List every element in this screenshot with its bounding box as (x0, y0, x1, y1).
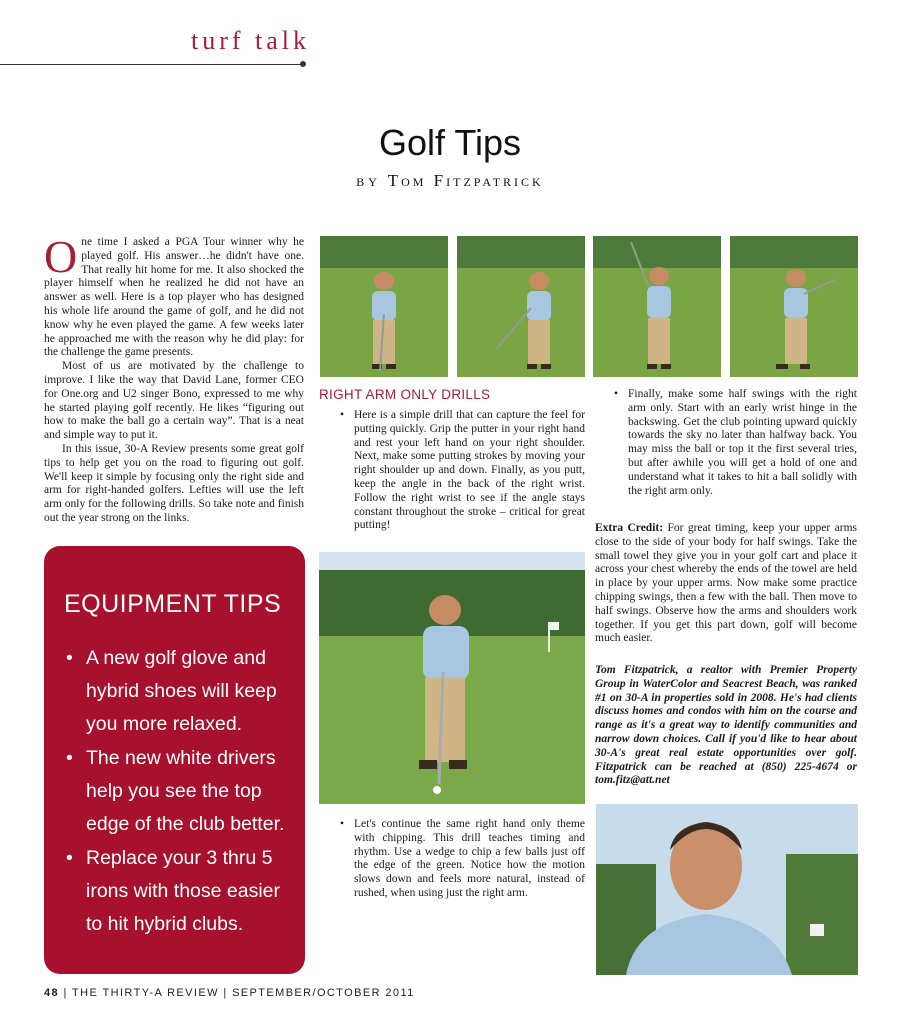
section-rule-dot (300, 61, 306, 67)
putting-drill-photo (319, 552, 585, 804)
drill-column-1 (340, 409, 585, 533)
section-rule (0, 64, 302, 65)
footer-separator-2: | (223, 987, 228, 999)
intro-paragraph-1: ne time I asked a PGA Tour winner why he played golf. His answer…he didn't have one. That really hit home for me. It also shocked the player himself when he realized he did not have an answer as well. Here is a top player who has designed his whole life around the game of golf, and he did not know why he even played the game. A few weeks later he approached me with the reason why he did play: for the challenge the game presents. (44, 236, 304, 359)
drill-column-3 (340, 818, 585, 901)
swing-photo-3 (593, 236, 721, 377)
drill-bullet-chipping: • Let's continue the same right hand only theme with chipping. This drill teaches timing and rhythm. Use a wedge to chip a few balls just off the edge of the green. Notice how the motion slows down and feels more natural, instead of rushed, when using just the right arm. (340, 818, 585, 901)
section-label: turf talk (191, 26, 311, 55)
drill-bullet-putting: • Here is a simple drill that can capture the feel for putting quickly. Grip the putter in your right hand and rest your left hand on your right shoulder. Next, make some putting strokes by moving your right shoulder up and down. Finally, as you putt, keep the angle in the back of the right wrist. Follow the right wrist to see if the angle stays constant throughout the stroke – critical for great putting! (340, 409, 585, 533)
equipment-tip: • The new white drivers help you see the top edge of the club better. (64, 742, 299, 841)
extra-credit (595, 522, 857, 646)
swing-photo-2 (457, 236, 585, 377)
drill-bullet-half-swings: • Finally, make some half swings with the right arm only. Start with an early wrist hinge in the backswing. Get the club pointing upward quickly towards the sky no later than halfway back. You may miss the ball or top it the first several tries, but after awhile you will get a hold of one and understand what it takes to hit a ball solidly with the right arm only. (614, 388, 857, 498)
issue-date: SEPTEMBER/OCTOBER 2011 (232, 987, 415, 999)
swing-photo-4 (730, 236, 858, 377)
intro-paragraph-3: In this issue, 30-A Review presents some great golf tips to help get you on the road to figuring out golf. We'll keep it simple by focusing only the right side and arm for right-handed golfers. Lefties will use the left arm only for the following drills. So take note and finish out the year strong on the links. (44, 442, 304, 524)
equipment-tips-list (64, 642, 299, 942)
extra-credit-text: For great timing, keep your upper arms close to the side of your body for half swings. Take the small towel they give you in your golf cart and place it across your chest whereby the ends of the towel are held in place by your upper arms. Now make some practice chipping swings, then a few with the ball. Then move to half swings. Observe how the arms and shoulders work together. If you get this part down, golf will become much easier. (595, 522, 857, 645)
page-number: 48 (44, 987, 60, 999)
equipment-tip: • A new golf glove and hybrid shoes will keep you more relaxed. (64, 642, 299, 741)
drill-column-2 (614, 388, 857, 498)
intro-column (44, 231, 304, 526)
article-title: Golf Tips (378, 122, 522, 163)
author-photo (596, 804, 858, 975)
swing-photo-1 (320, 236, 448, 377)
equipment-tips-heading: EQUIPMENT TIPS (64, 590, 282, 618)
drop-cap: O (44, 231, 78, 282)
equipment-tip: • Replace your 3 thru 5 irons with those easier to hit hybrid clubs. (64, 842, 299, 941)
footer-separator: | (63, 987, 68, 999)
extra-credit-label: Extra Credit: (595, 522, 664, 534)
page-footer (44, 987, 415, 999)
equipment-tips-box (44, 546, 305, 974)
author-bio: Tom Fitzpatrick, a realtor with Premier Property Group in WaterColor and Seacrest Beach, was ranked #1 on 30-A in properties sold in 2008. He's had clients discuss homes and condos with him on the course and range as it's a great way to identify communities and narrow down choices. Call if you'd like to hear about 30-A's great real estate opportunities over golf. Fitzpatrick can be reached at (850) 225-4674 or tom.fitz@att.net (595, 664, 857, 787)
byline (0, 171, 900, 191)
byline-author: Tom Fitzpatrick (387, 171, 544, 190)
byline-by: BY (356, 175, 381, 189)
publication-name: THE THIRTY-A REVIEW (72, 987, 219, 999)
intro-paragraph-2: Most of us are motivated by the challenge to improve. I like the way that David Lane, former CEO for One.org and U2 singer Bono, expressed to me why he started playing golf recently. He likes “figuring out how to make the ball go a certain way”. That is a neat and simple way to put it. (44, 360, 304, 442)
drills-heading: RIGHT ARM ONLY DRILLS (319, 387, 491, 402)
